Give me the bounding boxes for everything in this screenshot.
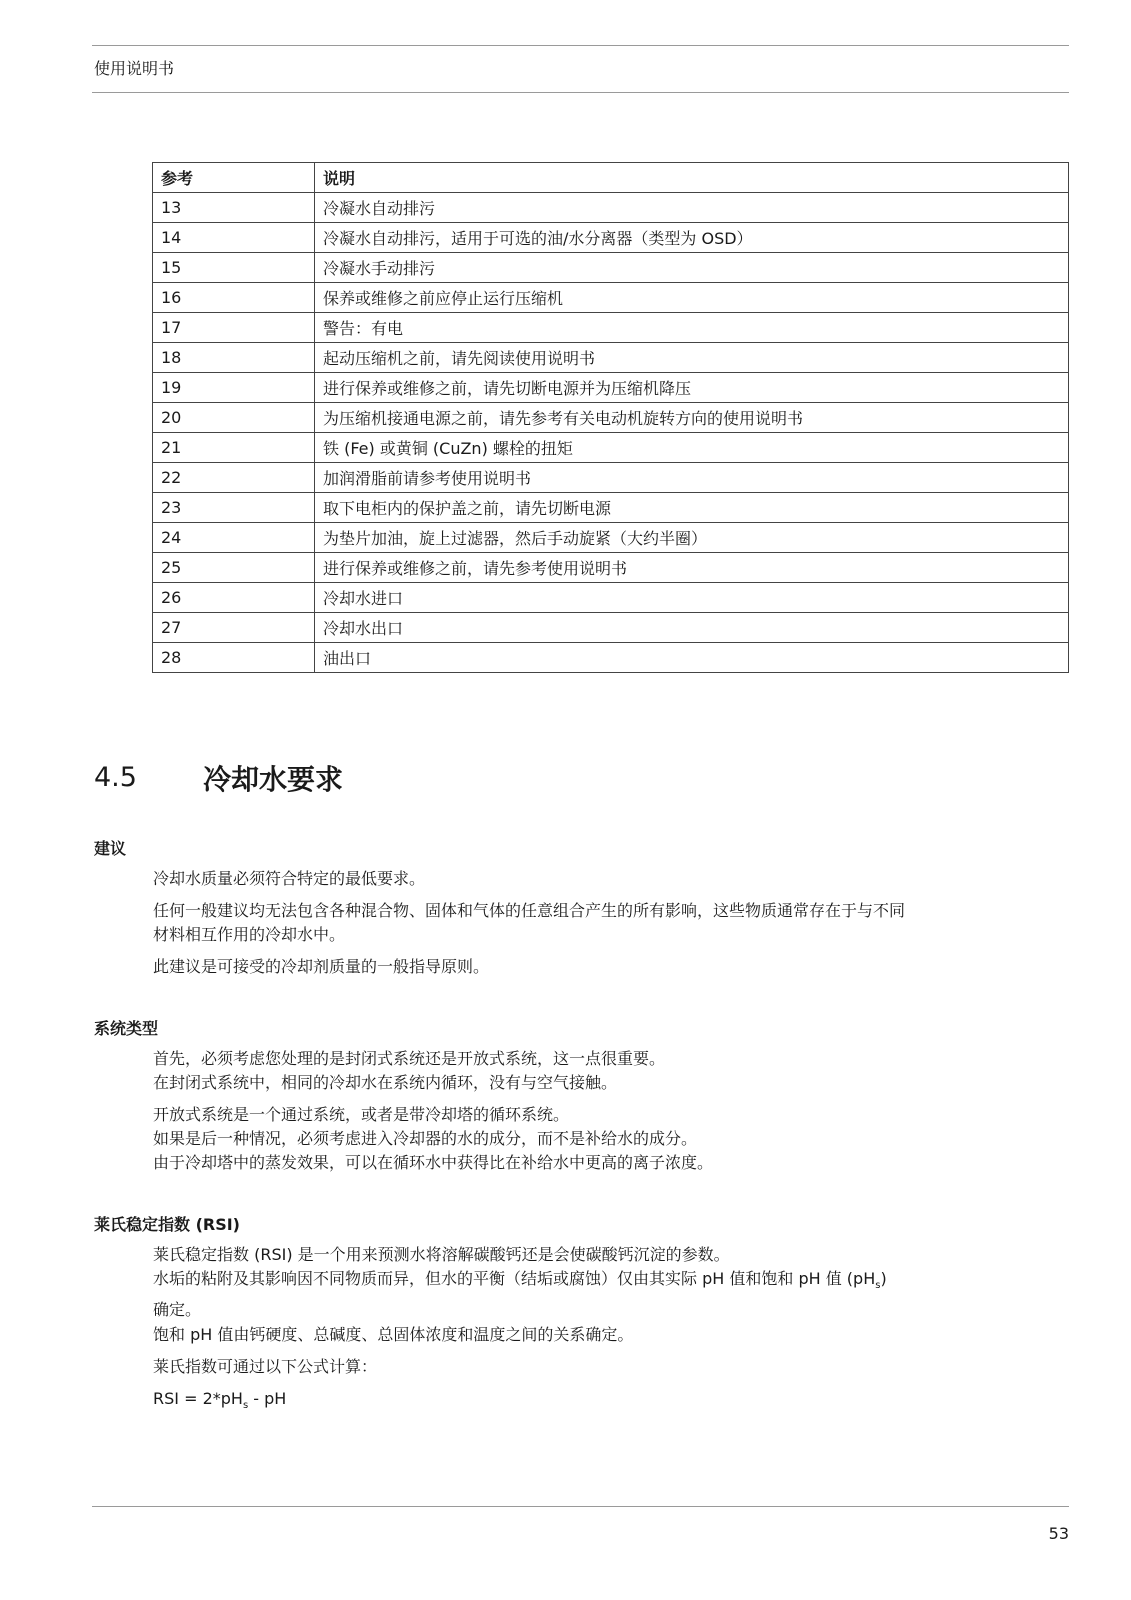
page-number: 53 — [1048, 1524, 1069, 1543]
table-cell-description: 冷却水进口 — [315, 583, 1069, 613]
table-row — [153, 553, 1069, 583]
paragraph-line: 水垢的粘附及其影响因不同物质而异，但水的平衡（结垢或腐蚀）仅由其实际 pH 值和饱和 pH 值 (pH — [153, 1269, 876, 1288]
table-cell-reference: 18 — [153, 343, 315, 373]
table-row — [153, 283, 1069, 313]
table-cell-description: 冷凝水手动排污 — [315, 253, 1069, 283]
subscript: s — [875, 1280, 881, 1292]
paragraph: 饱和 pH 值由钙硬度、总碱度、总固体浓度和温度之间的关系确定。 — [153, 1325, 634, 1344]
table-cell-description: 保养或维修之前应停止运行压缩机 — [315, 283, 1069, 313]
paragraph: 莱氏指数可通过以下公式计算： — [153, 1357, 378, 1376]
table-row — [153, 313, 1069, 343]
table-row — [153, 493, 1069, 523]
column-header-description: 说明 — [315, 163, 1069, 193]
table-cell-reference: 25 — [153, 553, 315, 583]
table-row — [153, 643, 1069, 673]
table-cell-description: 冷却水出口 — [315, 613, 1069, 643]
subheading-recommendation: 建议 — [94, 839, 127, 858]
table-cell-reference: 24 — [153, 523, 315, 553]
table-cell-description: 冷凝水自动排污 — [315, 193, 1069, 223]
paragraph: 此建议是可接受的冷却剂质量的一般指导原则。 — [153, 957, 490, 976]
table-row — [153, 343, 1069, 373]
paragraph-line: 由于冷却塔中的蒸发效果，可以在循环水中获得比在补给水中更高的离子浓度。 — [153, 1153, 714, 1172]
table-cell-description: 冷凝水自动排污，适用于可选的油/水分离器（类型为 OSD） — [315, 223, 1069, 253]
paragraph — [153, 1103, 1063, 1175]
table-cell-description: 为压缩机接通电源之前，请先参考有关电动机旋转方向的使用说明书 — [315, 403, 1069, 433]
table-row — [153, 223, 1069, 253]
table-row — [153, 583, 1069, 613]
paragraph — [153, 1047, 1063, 1095]
paragraph-line: 确定。 — [153, 1300, 202, 1320]
subheading-rsi: 莱氏稳定指数 (RSI) — [94, 1215, 240, 1234]
table-cell-description: 进行保养或维修之前，请先切断电源并为压缩机降压 — [315, 373, 1069, 403]
table-row — [153, 253, 1069, 283]
table-cell-description: 起动压缩机之前，请先阅读使用说明书 — [315, 343, 1069, 373]
table-cell-reference: 27 — [153, 613, 315, 643]
table-row — [153, 373, 1069, 403]
table-cell-reference: 20 — [153, 403, 315, 433]
table-cell-description: 油出口 — [315, 643, 1069, 673]
paragraph-line: 首先，必须考虑您处理的是封闭式系统还是开放式系统，这一点很重要。 — [153, 1049, 666, 1068]
table-cell-reference: 26 — [153, 583, 315, 613]
table-cell-description: 为垫片加油，旋上过滤器，然后手动旋紧（大约半圈） — [315, 523, 1069, 553]
subheading-system-type: 系统类型 — [94, 1019, 159, 1038]
table-header-row — [153, 163, 1069, 193]
section-title: 冷却水要求 — [203, 763, 344, 796]
table-row — [153, 433, 1069, 463]
paragraph-line: 莱氏稳定指数 (RSI) 是一个用来预测水将溶解碳酸钙还是会使碳酸钙沉淀的参数。 — [153, 1245, 730, 1264]
table-cell-reference: 13 — [153, 193, 315, 223]
paragraph-line: 材料相互作用的冷却水中。 — [153, 925, 346, 944]
table-cell-description: 进行保养或维修之前，请先参考使用说明书 — [315, 553, 1069, 583]
formula-text: RSI = 2*pH — [153, 1389, 243, 1408]
formula — [153, 1387, 1063, 1418]
table-cell-description: 警告：有电 — [315, 313, 1069, 343]
table-cell-reference: 23 — [153, 493, 315, 523]
table-cell-reference: 28 — [153, 643, 315, 673]
column-header-reference: 参考 — [153, 163, 315, 193]
table-cell-description: 取下电柜内的保护盖之前，请先切断电源 — [315, 493, 1069, 523]
header-rule-bottom — [92, 92, 1069, 93]
subscript: s — [242, 1400, 249, 1412]
section-number: 4.5 — [94, 762, 137, 793]
table-cell-reference: 16 — [153, 283, 315, 313]
table-cell-reference: 22 — [153, 463, 315, 493]
paragraph-line: 开放式系统是一个通过系统，或者是带冷却塔的循环系统。 — [153, 1105, 570, 1124]
header-rule-top — [92, 45, 1069, 46]
table-cell-reference: 15 — [153, 253, 315, 283]
table-cell-reference: 21 — [153, 433, 315, 463]
table-cell-description: 铁 (Fe) 或黄铜 (CuZn) 螺栓的扭矩 — [315, 433, 1069, 463]
table-row — [153, 523, 1069, 553]
table-row — [153, 193, 1069, 223]
paragraph-line: 如果是后一种情况，必须考虑进入冷却器的水的成分，而不是补给水的成分。 — [153, 1129, 698, 1148]
table-cell-description: 加润滑脂前请参考使用说明书 — [315, 463, 1069, 493]
table-cell-reference: 14 — [153, 223, 315, 253]
reference-table — [152, 162, 1069, 673]
paragraph-line-end: ) — [880, 1269, 887, 1288]
paragraph: 冷却水质量必须符合特定的最低要求。 — [153, 869, 426, 888]
table-row — [153, 463, 1069, 493]
table-cell-reference: 19 — [153, 373, 315, 403]
table-row — [153, 613, 1069, 643]
paragraph — [153, 899, 1063, 947]
paragraph-line: 任何一般建议均无法包含各种混合物、固体和气体的任意组合产生的所有影响，这些物质通常存在于与不同 — [153, 901, 906, 920]
formula-text-end: - pH — [248, 1389, 287, 1408]
footer-rule — [92, 1506, 1069, 1507]
table-cell-reference: 17 — [153, 313, 315, 343]
table-row — [153, 403, 1069, 433]
document-title: 使用说明书 — [94, 59, 175, 78]
paragraph-line: 在封闭式系统中，相同的冷却水在系统内循环，没有与空气接触。 — [153, 1073, 618, 1092]
paragraph — [153, 1243, 1063, 1322]
